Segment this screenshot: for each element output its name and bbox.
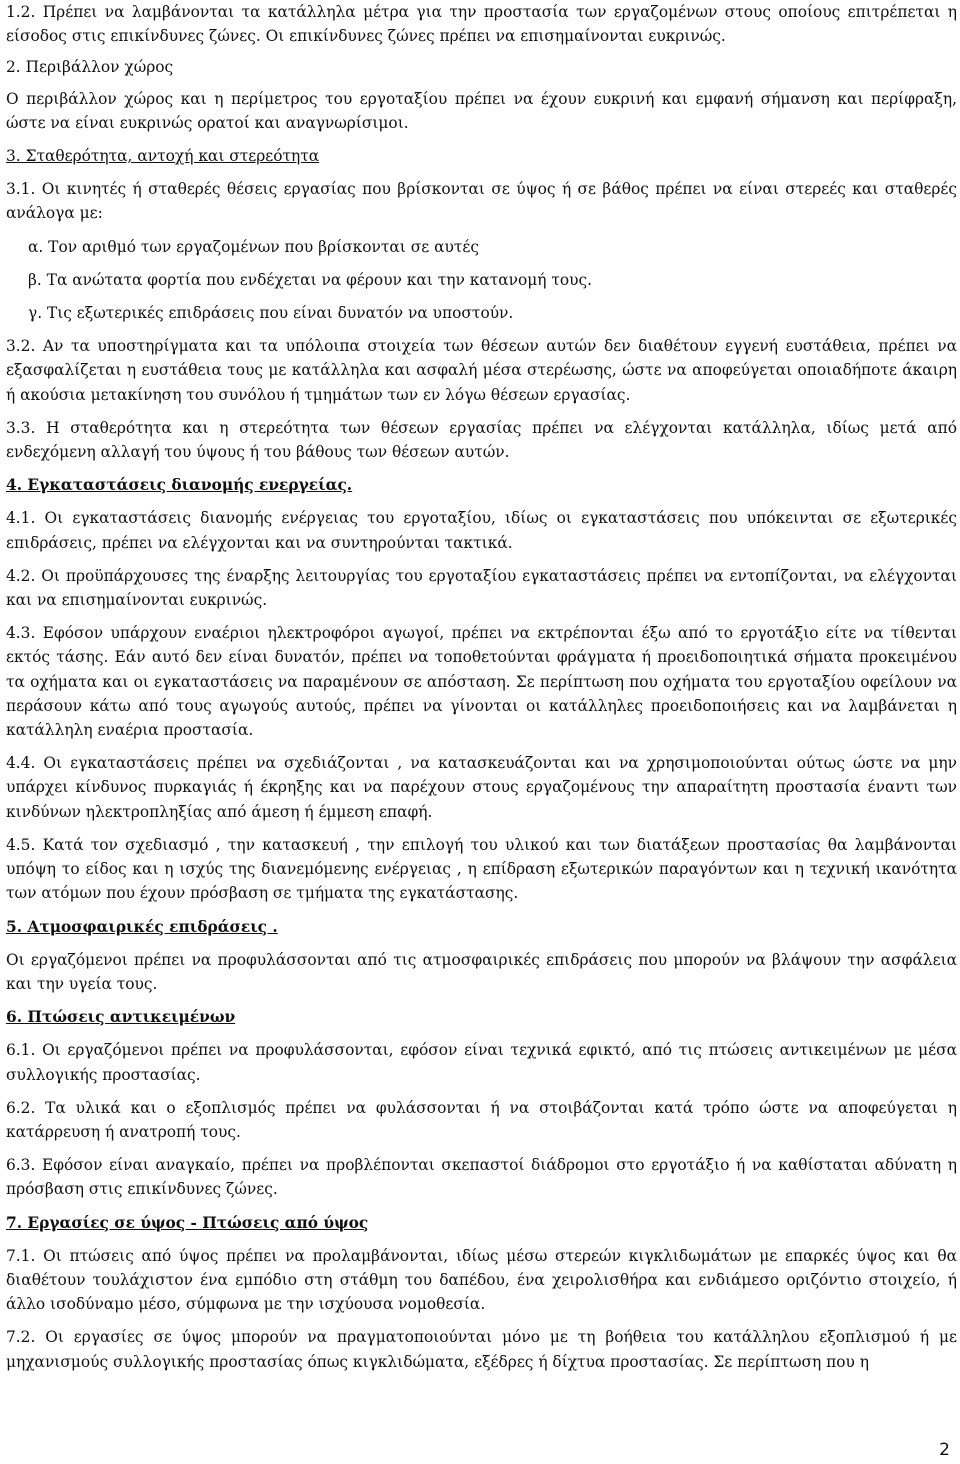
heading-3-stability: 3. Σταθερότητα, αντοχή και στερεότητα <box>6 147 320 166</box>
paragraph-2: Ο περιβάλλον χώρος και η περίμετρος του εργοταξίου πρέπει να έχουν ευκρινή και εμφανή σήμανση και περίφραξη, ώστε να είναι ευκρινώς ορατοί και αναγνωρίσιμοι. <box>6 89 957 132</box>
heading-6-falling-objects: 6. Πτώσεις αντικειμένων <box>6 1008 236 1027</box>
paragraph-4-4: 4.4. Οι εγκαταστάσεις πρέπει να σχεδιάζονται , να κατασκευάζονται και να χρησιμοποιούνται ούτως ώστε να μην υπάρχει κίνδυνος πυρκαγιάς ή έκρηξης και να παρέχουν στους εργαζομένους την απαραίτητη προστασία έναντι των κινδύνων ηλεκτροπληξίας από άμεση ή έμμεση επαφή. <box>6 754 957 821</box>
paragraph-4-3: 4.3. Εφόσον υπάρχουν εναέριοι ηλεκτροφόροι αγωγοί, πρέπει να εκτρέπονται έξω από το εργοτάξιο είτε να τίθενται εκτός τάσης. Εάν αυτό δεν είναι δυνατόν, πρέπει να τοποθετούνται φράγματα ή προειδοποιητικά σήματα προκειμένου τα οχήματα και οι εγκαταστάσεις να παραμένουν σε απόσταση. Σε περίπτωση που οχήματα του εργοταξίου οφείλουν να περάσουν κάτω από τους αγωγούς αυτούς, πρέπει να γίνονται οι κατάλληλες προειδοποιήσεις και να λαμβάνεται η κατάλληλη εναέρια προστασία. <box>6 624 957 740</box>
paragraph-5: Οι εργαζόμενοι πρέπει να προφυλάσσονται από τις ατμοσφαιρικές επιδράσεις που μπορούν να βλάψουν την ασφάλεια και την υγεία τους. <box>6 950 957 993</box>
paragraph-7-1: 7.1. Οι πτώσεις από ύψος πρέπει να προλαμβάνονται, ιδίως μέσω στερεών κιγκλιδωμάτων με επαρκές ύψος και θα διαθέτουν τουλάχιστον ένα εμπόδιο στη στάθμη του δαπέδου, ένα χειρολισθήρα και ενδιάμεσο οριζόντιο στοιχείο, ή άλλο ισοδύναμο μέσο, σύμφωνα με την ισχύουσα νομοθεσία. <box>6 1246 957 1314</box>
paragraph-3-2: 3.2. Αν τα υποστηρίγματα και τα υπόλοιπα στοιχεία των θέσεων αυτών δεν διαθέτουν εγγενή ευστάθεια, πρέπει να εξασφαλίζεται η ευστάθεια τους με κατάλληλα και ασφαλή μέσα στερέωσης, ώστε να αποφεύγεται οποιαδήποτε άκαιρη ή ακούσια μετακίνηση του συνόλου ή τμημάτων των εν λόγω θέσεων εργασίας. <box>6 337 957 404</box>
paragraph-4-5: 4.5. Κατά τον σχεδιασμό , την κατασκευή , την επιλογή του υλικού και των διατάξεων προστασίας θα λαμβάνονται υπόψη το είδος και η ισχύς της διανεμόμενης ενέργειας , η επίδραση εξωτερικών παραγόντων και η τεχνική ικανότητα των ατόμων που έχουν πρόσβαση σε τμήματα της εγκατάστασης. <box>6 835 957 903</box>
paragraph-6-2: 6.2. Τα υλικά και ο εξοπλισμός πρέπει να φυλάσσονται ή να στοιβάζονται κατά τρόπο ώστε να αποφεύγεται η κατάρρευση ή ανατροπή τους. <box>6 1098 957 1141</box>
paragraph-7-2: 7.2. Οι εργασίες σε ύψος μπορούν να πραγματοποιούνται μόνο με τη βοήθεια του κατάλληλου εξοπλισμού ή με μηχανισμούς συλλογικής προστασίας όπως κιγκλιδώματα, εξέδρες ή δίχτυα προστασίας. Σε περίπτωση που η <box>6 1328 957 1371</box>
paragraph-4-1: 4.1. Οι εγκαταστάσεις διανομής ενέργειας του εργοταξίου, ιδίως οι εγκαταστάσεις που υπόκεινται σε εξωτερικές επιδράσεις, πρέπει να ελέγχονται και να συντηρούνται τακτικά. <box>6 509 957 552</box>
list-item-a: α. Τον αριθμό των εργαζομένων που βρίσκονται σε αυτές <box>28 237 479 256</box>
paragraph-4-2: 4.2. Οι προϋπάρχουσες της έναρξης λειτουργίας του εργοταξίου εγκαταστάσεις πρέπει να εντοπίζονται, να ελέγχονται και να επισημαίνονται ευκρινώς. <box>6 566 957 610</box>
paragraph-6-1: 6.1. Οι εργαζόμενοι πρέπει να προφυλάσσονται, εφόσον είναι τεχνικά εφικτό, από τις πτώσεις αντικειμένων με μέσα συλλογικής προστασίας. <box>6 1041 957 1084</box>
page-number: 2 <box>939 1440 950 1460</box>
paragraph-3-3: 3.3. Η σταθερότητα και η στερεότητα των θέσεων εργασίας πρέπει να ελέγχονται κατάλληλα, ιδίως μετά από ενδεχόμενη αλλαγή του ύψους ή του βάθους των θέσεων αυτών. <box>6 418 957 462</box>
heading-2-environment: 2. Περιβάλλον χώρος <box>6 58 174 77</box>
paragraph-6-3: 6.3. Εφόσον είναι αναγκαίο, πρέπει να προβλέπονται σκεπαστοί διάδρομοι στο εργοτάξιο ή να καθίσταται αδύνατη η πρόσβαση στις επικίνδυνες ζώνες. <box>6 1156 957 1199</box>
paragraph-3-1: 3.1. Οι κινητές ή σταθερές θέσεις εργασίας που βρίσκονται σε ύψος ή σε βάθος πρέπει να είναι στερεές και σταθερές ανάλογα με: <box>6 180 957 223</box>
heading-5-weather: 5. Ατμοσφαιρικές επιδράσεις . <box>6 917 278 936</box>
paragraph-1-2: 1.2. Πρέπει να λαμβάνονται τα κατάλληλα μέτρα για την προστασία των εργαζομένων στους οποίους επιτρέπεται η είσοδος στις επικίνδυνες ζώνες. Οι επικίνδυνες ζώνες πρέπει να επισημαίνονται ευκρινώς. <box>6 3 957 46</box>
list-item-c: γ. Τις εξωτερικές επιδράσεις που είναι δυνατόν να υποστούν. <box>28 304 514 323</box>
heading-4-energy: 4. Εγκαταστάσεις διανομής ενεργείας. <box>6 476 353 495</box>
list-item-b: β. Τα ανώτατα φορτία που ενδέχεται να φέρουν και την κατανομή τους. <box>28 270 593 289</box>
document-page <box>6 0 957 1374</box>
heading-7-height-work: 7. Εργασίες σε ύψος - Πτώσεις από ύψος <box>6 1213 369 1232</box>
